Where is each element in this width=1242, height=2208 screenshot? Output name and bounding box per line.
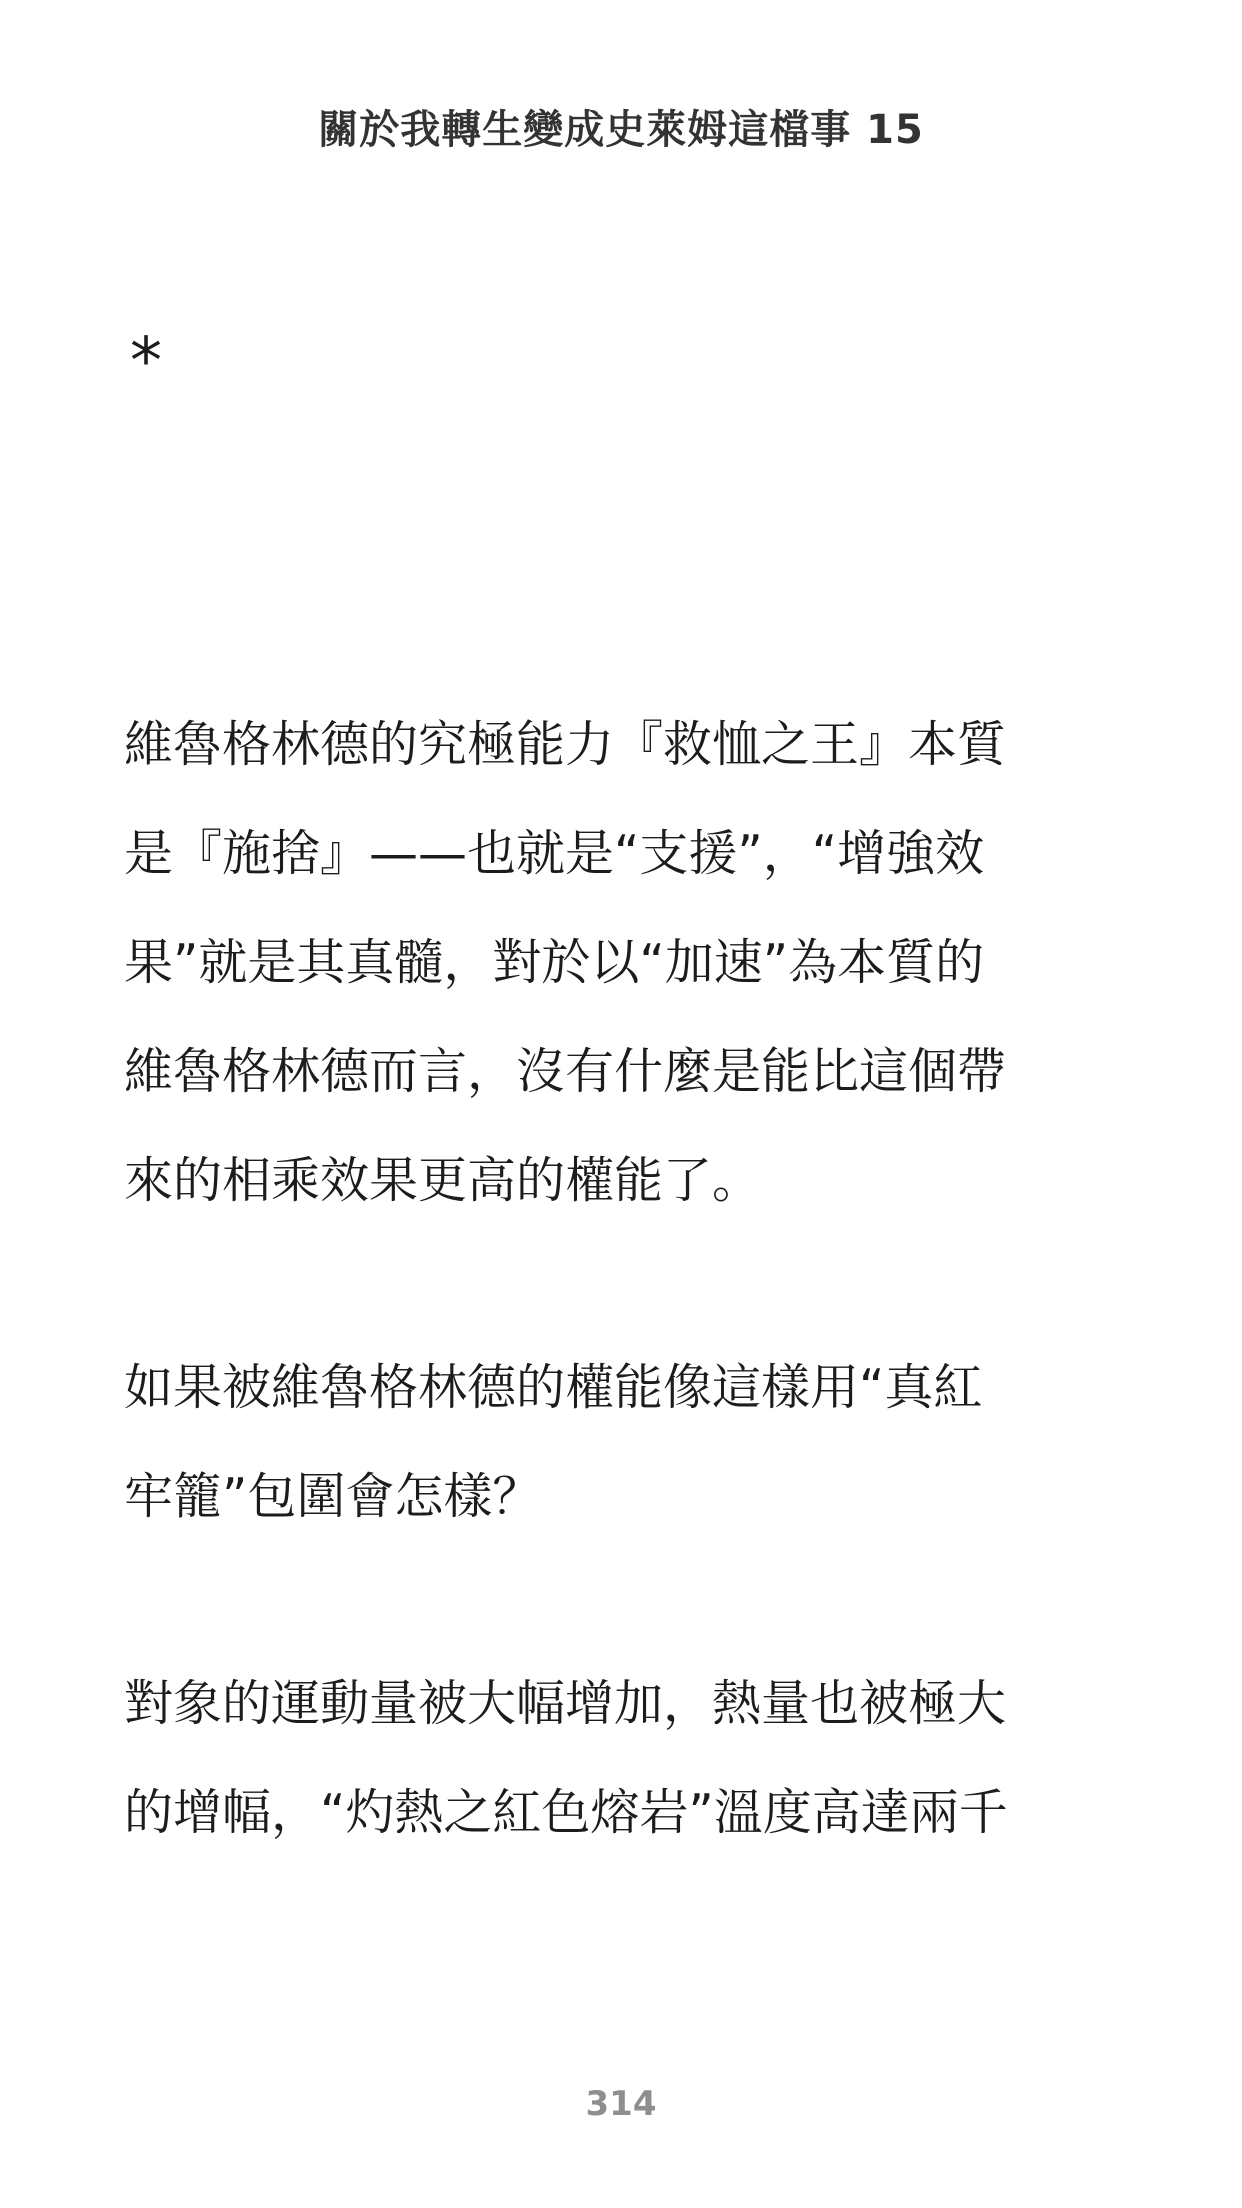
section-break-mark: * <box>130 325 162 399</box>
text-line: 如果被維魯格林德的權能像這樣用“真紅 <box>124 1359 983 1416</box>
paragraph-3 <box>124 1649 1124 1867</box>
paragraph-1 <box>124 690 1124 1235</box>
text-line: 來的相乘效果更高的權能了。 <box>124 1152 762 1209</box>
page-number: 314 <box>585 2084 657 2124</box>
text-line: 維魯格林德的究極能力『救恤之王』本質 <box>124 716 1007 773</box>
text-line: 維魯格林德而言，沒有什麼是能比這個帶 <box>124 1043 1007 1100</box>
book-title: 關於我轉生變成史萊姆這檔事 15 <box>318 107 924 153</box>
text-line: 牢籠”包圍會怎樣？ <box>124 1468 542 1525</box>
text-line: 果”就是其真髓，對於以“加速”為本質的 <box>124 934 985 991</box>
paragraph-gap <box>124 1229 1124 1333</box>
text-line: 對象的運動量被大幅增加，熱量也被極大 <box>124 1675 1007 1732</box>
paragraph-2 <box>124 1333 1124 1551</box>
paragraph-gap <box>124 1545 1124 1649</box>
text-line: 是『施捨』——也就是“支援”，“增強效 <box>124 825 985 882</box>
text-line: 的增幅，“灼熱之紅色熔岩”溫度高達兩千 <box>124 1784 1008 1841</box>
reading-content <box>124 325 1124 1861</box>
